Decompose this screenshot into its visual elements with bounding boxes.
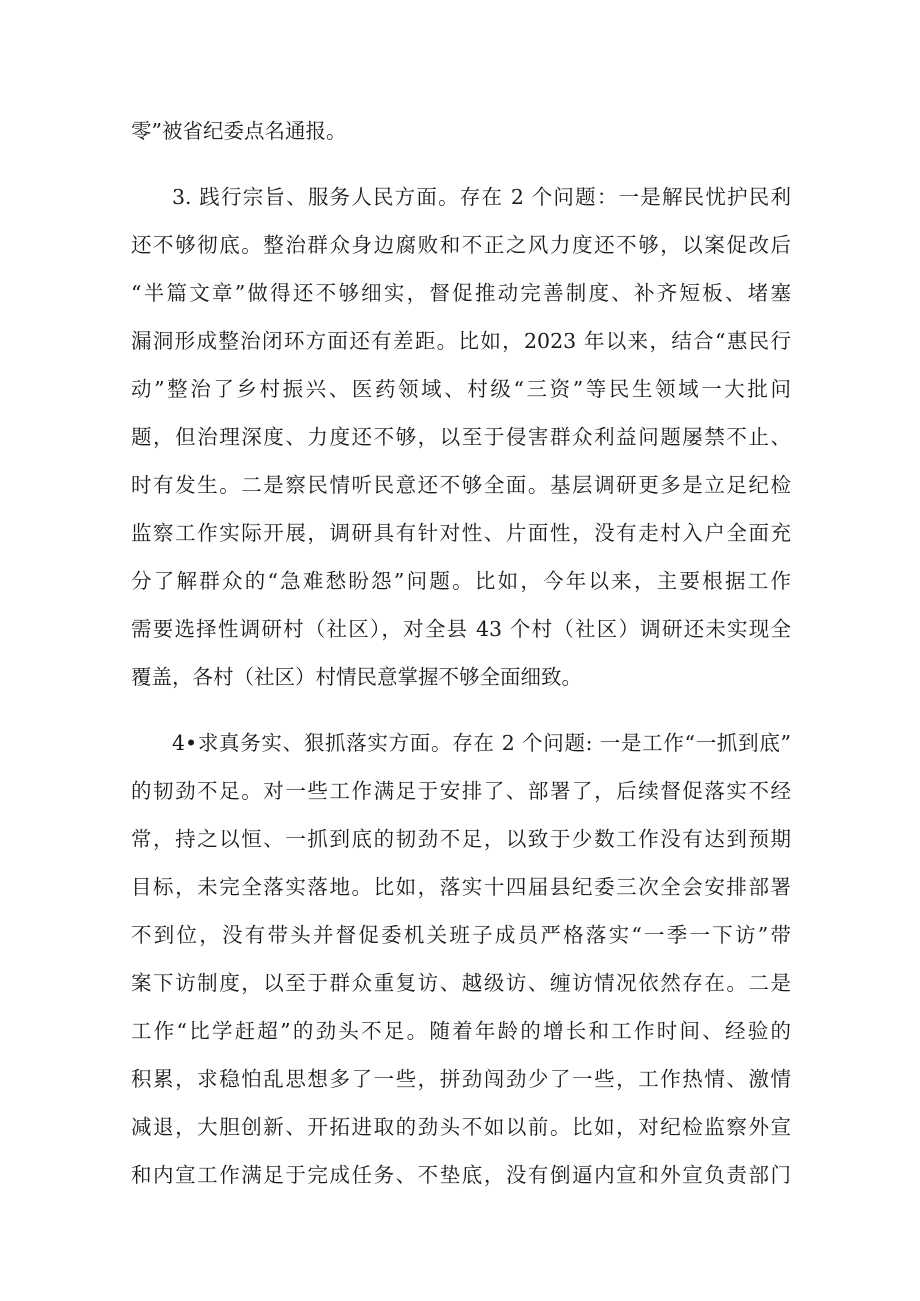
text-line: 4•求真务实、狠抓落实方面。存在 2 个问题: 一是工作“一抓到底” — [172, 731, 791, 755]
text-line: 减退，大胆创新、开拓进取的劲头不如以前。比如，对纪检监察外宣 — [131, 1115, 791, 1139]
text-line: 工作“比学赶超”的劲头不足。随着年龄的增长和工作时间、经验的 — [131, 1019, 791, 1043]
text-line: 案下访制度，以至于群众重复访、越级访、缠访情况依然存在。二是 — [131, 971, 791, 995]
text-line: 漏洞形成整治闭环方面还有差距。比如，2023 年以来，结合“惠民行 — [131, 329, 791, 353]
text-line: 目标，未完全落实落地。比如，落实十四届县纪委三次全会安排部署 — [131, 875, 791, 899]
paragraph-gap — [131, 701, 791, 719]
text-line: 监察工作实际开展，调研具有针对性、片面性，没有走村入户全面充 — [131, 521, 791, 545]
text-line: 覆盖，各村（社区）村情民意掌握不够全面细致。 — [131, 665, 582, 689]
text-line: 动”整治了乡村振兴、医药领域、村级“三资”等民生领域一大批问 — [131, 377, 791, 401]
text-line: 3. 践行宗旨、服务人民方面。存在 2 个问题：一是解民忧护民利 — [172, 185, 791, 209]
document-body — [131, 107, 791, 1199]
paragraph-item-4 — [131, 719, 791, 1199]
text-line: 常，持之以恒、一抓到底的韧劲不足，以致于少数工作没有达到预期 — [131, 827, 791, 851]
text-line: 需要选择性调研村（社区），对全县 43 个村（社区）调研还未实现全 — [131, 617, 791, 641]
text-line: 零”被省纪委点名通报。 — [131, 119, 347, 143]
text-line: “半篇文章”做得还不够细实，督促推动完善制度、补齐短板、堵塞 — [131, 281, 791, 305]
text-line: 和内宣工作满足于完成任务、不垫底，没有倒逼内宣和外宣负责部门 — [131, 1163, 791, 1187]
text-line: 的韧劲不足。对一些工作满足于安排了、部署了，后续督促落实不经 — [131, 779, 791, 803]
text-line: 时有发生。二是察民情听民意还不够全面。基层调研更多是立足纪检 — [131, 473, 791, 497]
text-line: 题，但治理深度、力度还不够，以至于侵害群众利益问题屡禁不止、 — [131, 425, 791, 449]
text-line: 不到位，没有带头并督促委机关班子成员严格落实“一季一下访”带 — [131, 923, 791, 947]
paragraph-continuation — [131, 107, 791, 155]
text-line: 分了解群众的“急难愁盼怨”问题。比如，今年以来，主要根据工作 — [131, 569, 791, 593]
paragraph-item-3 — [131, 173, 791, 701]
text-line: 还不够彻底。整治群众身边腐败和不正之风力度还不够，以案促改后 — [131, 233, 791, 257]
paragraph-gap — [131, 155, 791, 173]
text-line: 积累，求稳怕乱思想多了一些，拼劲闯劲少了一些，工作热情、激情 — [131, 1067, 791, 1091]
